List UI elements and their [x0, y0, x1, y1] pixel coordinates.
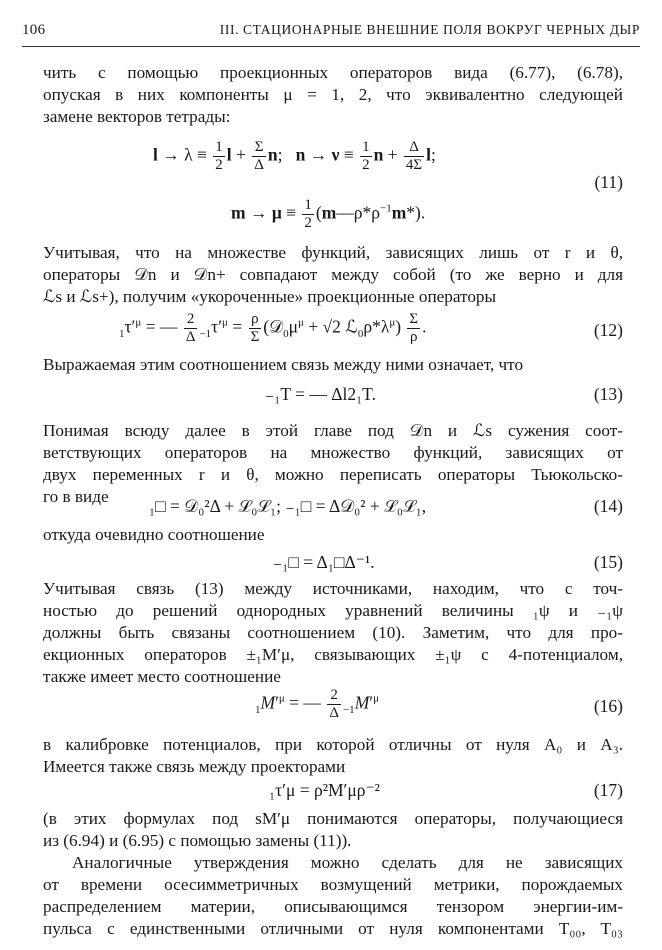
equation-11-line2: m → μ ≡ $\frac{1}{2}$ $(m—\rho*\rho^{-1}m*)$.: [231, 197, 426, 231]
text-line: го в виде: [43, 487, 109, 506]
equation-11-line1: l → λ ≡ $\frac{1}{2}$ l + $\frac{\Sigma}{\Delta}$ n; n → ν ≡ $\frac{1}{2}$ n + $\frac{\Delta}{4\Sigma}$ l;: [153, 139, 436, 173]
page-number: 106: [22, 22, 46, 38]
text-line: двух переменных r и θ, можно переписать операторы Тьюкольско-: [43, 465, 623, 484]
equation-number: (16): [593, 696, 623, 716]
equation-number: (15): [593, 552, 623, 572]
text-line: Понимая всюду далее в этой главе под 𝒟n и ℒs сужения соот-: [43, 421, 623, 440]
equation-number: (12): [593, 320, 623, 340]
text-line: из (6.94) и (6.95) с помощью замены (11)).: [43, 831, 352, 850]
text-line: от времени осесимметричных возмущений метрики, порождаемых: [43, 875, 623, 894]
text-line: откуда очевидно соотношение: [43, 525, 265, 544]
text-line: должны быть связаны соотношением (10). Заметим, что для про-: [43, 623, 623, 642]
text-line: ветствующих операторов на множество функций, зависящих от: [43, 443, 623, 462]
text-line: также имеет место соотношение: [43, 667, 281, 686]
text-line: в калибровке потенциалов, при которой отличны от нуля A₀ и A₃.: [43, 735, 623, 754]
equation-number: (14): [593, 496, 623, 516]
text-line: чить с помощью проекционных операторов вида (6.77), (6.78),: [43, 63, 623, 82]
text-line: операторы 𝒟n и 𝒟n+ совпадают между собой (то же верно и для: [43, 265, 623, 284]
text-line: пульса с единственными отличными от нуля компонентами T₀₀, T₀₃: [43, 919, 623, 938]
text-line: опуская в них компоненты μ = 1, 2, что эквивалентно следующей: [43, 85, 623, 104]
equation-number: (17): [593, 780, 623, 800]
text-line: ℒs и ℒs+), получим «укороченные» проекционные операторы: [43, 287, 497, 306]
book-page: 106 III. СТАЦИОНАРНЫЕ ВНЕШНИЕ ПОЛЯ ВОКРУГ ЧЕРНЫХ ДЫР чить с помощью проекционных операторов вида (6.77), (6.78), опуская в них компоненты μ = 1, 2, что эквивалентно следующей замене векторов тетрады: l → λ ≡ $\frac{1}{2}$ l + $\frac{\Sigma}{\Delta}$ n; n → ν ≡ $\frac{1}{2}$ n + $\frac{\Delta}{4\Sigma}$ l; (11) m → μ ≡ $\frac{1}{2}$ $(m—\rho*\rho^{-1}m*)$. Учитывая, что на множестве функций, зависящих лишь от r и θ, операторы 𝒟n и 𝒟n+ совпадают между собой (то же верно и для ℒs и ℒs+), получим «укороченные» проекционные операторы $_1\tau'^\mu$ = — $\frac{2}{\Delta}$ $_{-1}\tau'^\mu$ = $\frac{\rho}{\Sigma}$ ($𝒟_0\mu^\mu + √2$ $ℒ_0\rho*\lambda^\mu$) $\frac{\Sigma}{\rho}$ . (12) Выражаемая этим соотношением связь между ними означает, что ₋₁T = — Δl2₁T. (13) Понимая всюду далее в этой главе под 𝒟n и ℒs сужения соот- ветствующих операторов на множество функций, зависящих от двух переменных r и θ, можно переписать операторы Тьюкольско- го в виде ₁□ = 𝒟₀²Δ + ℒ₀ℒ₁; ₋₁□ = Δ𝒟₀² + ℒ₀ℒ₁, (14) откуда очевидно соотношение ₋₁□ = Δ₁□Δ⁻¹. (15) Учитывая связь (13) между источниками, находим, что с точ- ностью до решений однородных уравнений величины ₁ψ и ₋₁ψ должны быть связаны соотношением (10). Заметим, что для про- екционных операторов ±₁M′μ, связывающих ±₁ψ с 4-потенциалом, также имеет место соотношение $_1M'^\mu$ = — $\frac{2}{\Delta}$ $_{-1}M'^\mu$ (16) в калибровке потенциалов, при которой отличны от нуля A₀ и A₃. Имеется также связь между проекторами ₁τ′μ = ρ²M′μρ⁻² (17) (в этих формулах под sM′μ понимаются операторы, получающиеся из (6.94) и (6.95) с помощью замены (11)). Аналогичные утверждения можно сделать для не зависящих от времени осесимметричных возмущений метрики, порождаемых распределением материи, описывающимся тензором энергии-им- пульса с единственными отличными от нуля компонентами T₀₀, T₀₃: [22, 22, 640, 938]
text-line: Аналогичные утверждения можно сделать для не зависящих: [72, 853, 623, 872]
text-line: ностью до решений однородных уравнений величины ₁ψ и ₋₁ψ: [43, 601, 623, 620]
text-line: (в этих формулах под sM′μ понимаются операторы, получающиеся: [43, 809, 623, 828]
text-line: замене векторов тетрады:: [43, 107, 231, 126]
text-line: Учитывая, что на множестве функций, зависящих лишь от r и θ,: [43, 243, 623, 262]
equation-12: $_1\tau'^\mu$ = — $\frac{2}{\Delta}$ $_{-1}\tau'^\mu$ = $\frac{\rho}{\Sigma}$ ($𝒟_0\mu^\mu + √2$ $ℒ_0\rho*\lambda^\mu$) $\frac{\Sigma}{\rho}$ . (12): [119, 311, 623, 345]
running-title: III. СТАЦИОНАРНЫЕ ВНЕШНИЕ ПОЛЯ ВОКРУГ ЧЕРНЫХ ДЫР: [219, 22, 640, 37]
text-line: екционных операторов ±₁M′μ, связывающих ±₁ψ с 4-потенциалом,: [43, 645, 623, 664]
text-line: Выражаемая этим соотношением связь между ними означает, что: [43, 355, 524, 374]
equation-16: $_1M'^\mu$ = — $\frac{2}{\Delta}$ $_{-1}M'^\mu$ (16): [255, 687, 623, 721]
page-header: [22, 20, 640, 47]
equation-number: (13): [593, 384, 623, 404]
equation-number: (11): [594, 172, 623, 192]
text-line: Имеется также связь между проекторами: [43, 757, 346, 776]
text-line: распределением материи, описывающимся тензором энергии-им-: [43, 897, 623, 916]
text-line: Учитывая связь (13) между источниками, находим, что с точ-: [43, 579, 623, 598]
